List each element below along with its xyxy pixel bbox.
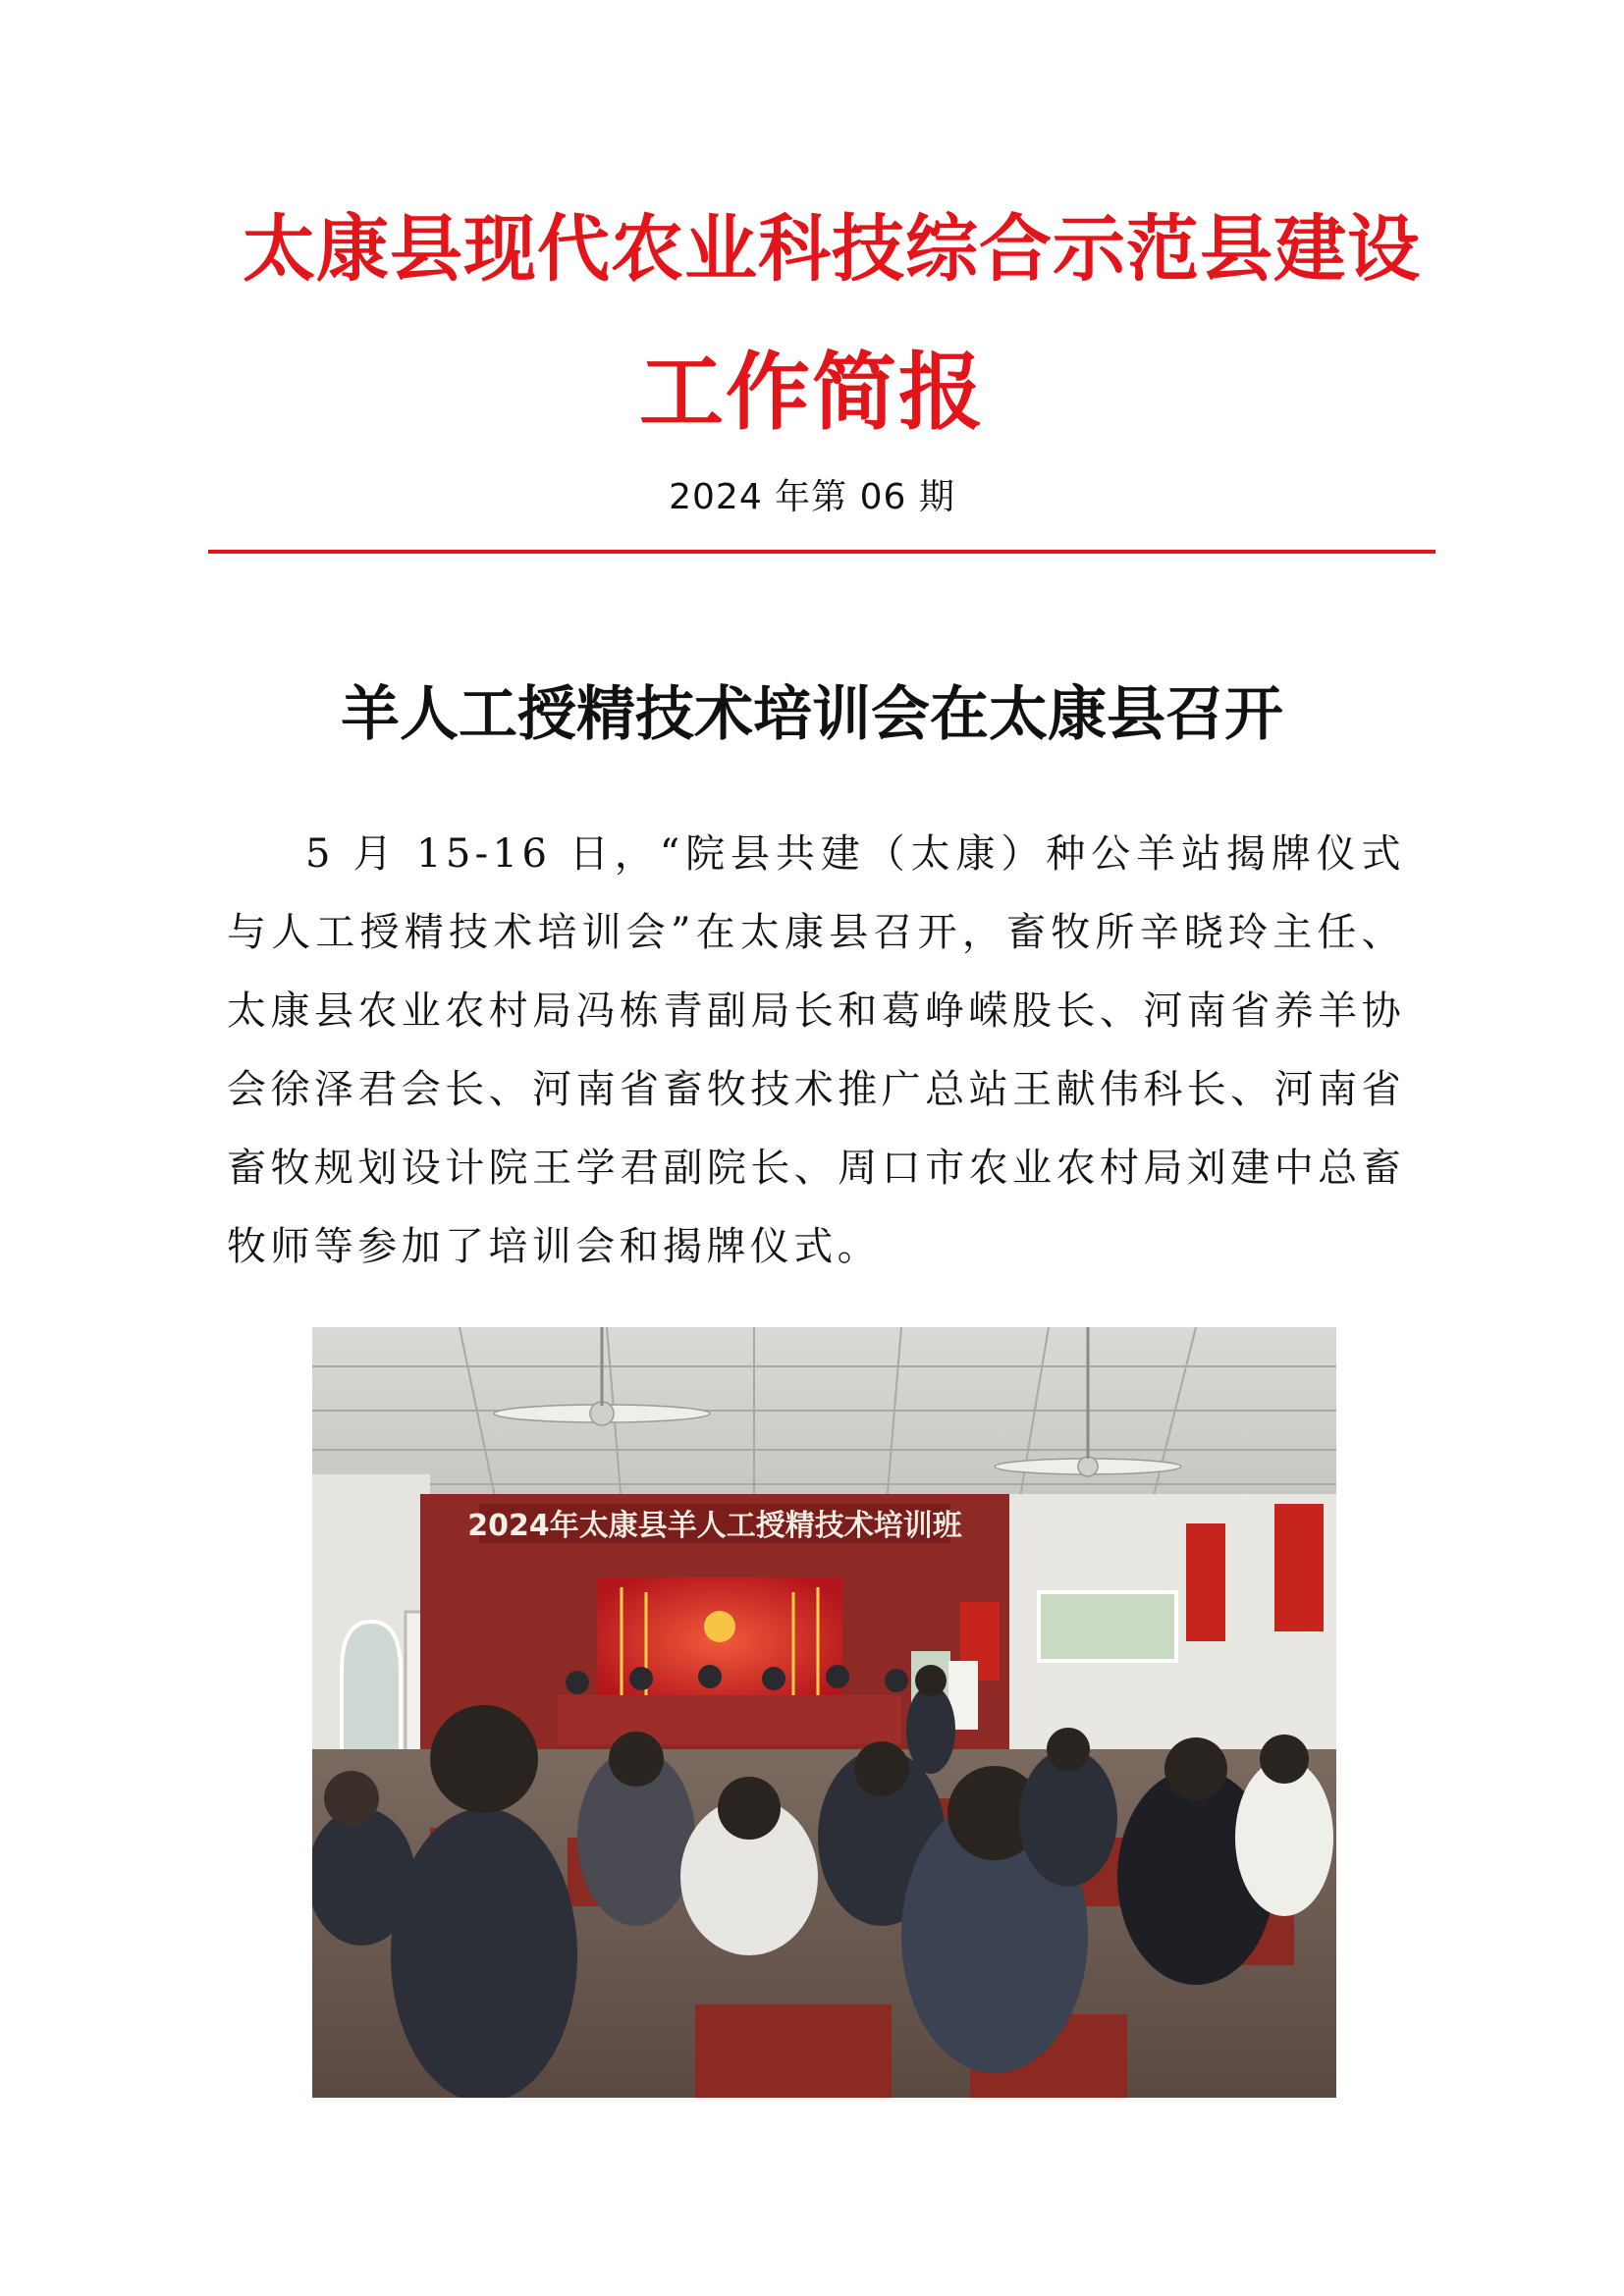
article-headline: 羊人工授精技术培训会在太康县召开 bbox=[341, 680, 1283, 749]
masthead-title-line-2: 工作简报 bbox=[639, 343, 985, 442]
meeting-photo bbox=[312, 1327, 1336, 2098]
masthead-title-line-1: 太康县现代农业科技综合示范县建设 bbox=[243, 207, 1421, 292]
masthead-divider bbox=[208, 550, 1435, 554]
issue-number: 2024 年第 06 期 bbox=[669, 477, 955, 517]
banner-text: 2024年太康县羊人工授精技术培训班 bbox=[467, 1509, 962, 1543]
article-paragraph: 5 月 15-16 日，“院县共建（太康）种公羊站揭牌仪式与人工授精技术培训会”在太康县召开，畜牧所辛晓玲主任、太康县农业农村局冯栋青副局长和葛峥嵘股长、河南省养羊协会徐泽君会长、河南省畜牧技术推广总站王献伟科长、河南省畜牧规划设计院王学君副院长、周口市农业农村局刘建中总畜牧师等参加了培训会和揭牌仪式。 bbox=[227, 831, 1405, 1269]
